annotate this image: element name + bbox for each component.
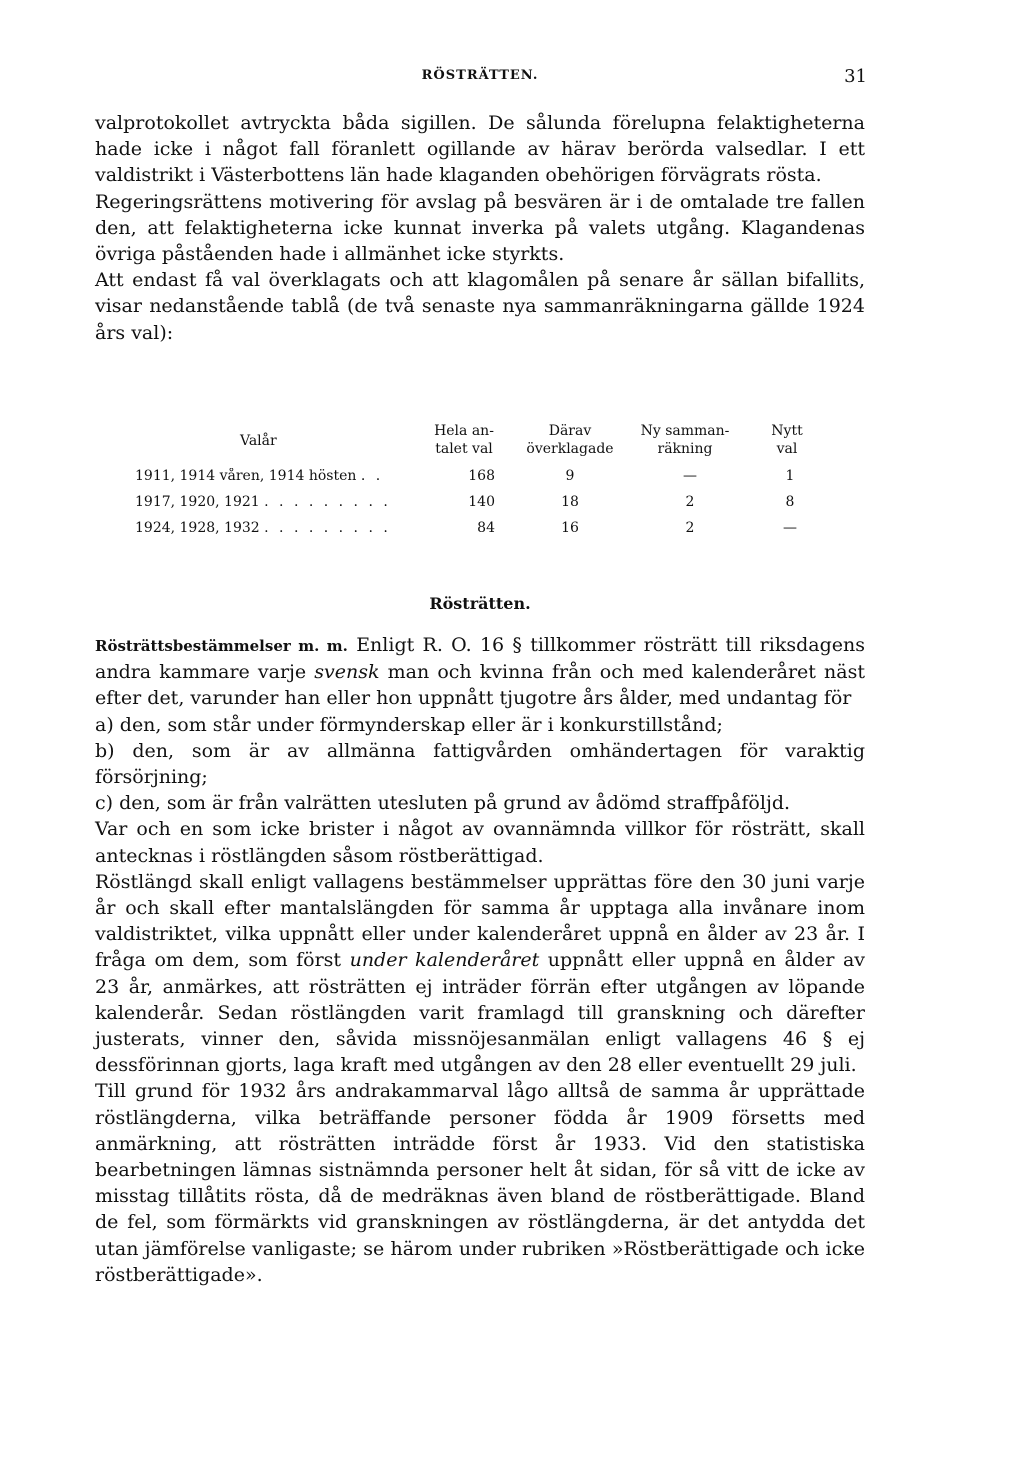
row-years — [135, 494, 475, 510]
row-years — [135, 468, 475, 484]
header-appealed-line-1: Därav — [548, 423, 592, 439]
page-number: 31 — [844, 66, 867, 87]
section-paragraph-2: Var och en som icke brister i något av ovannämnda villkor för rösträtt, skall antecknas i röstlängden såsom röstberättigad. — [95, 818, 865, 867]
section-paragraph-3-a: Röstlängd skall enligt vallagens bestämmelser upprättas före den 30 juni varje år och skall efter mantalslängden för samma år upptaga alla invånare inom valdistriktet, vilka uppnått eller under kalenderåret uppnå en ålder av 23 år. I fråga om dem, som först — [95, 870, 865, 972]
section-paragraph-1-em: svensk — [314, 661, 380, 684]
intro-paragraph-1: valprotokollet avtryckta båda sigillen. De sålunda förelupna felaktigheterna hade icke i något fall föranlett ogillande av härav berörda valsedlar. I ett valdistrikt i Västerbottens län hade klaganden obehörigen förvägrats rösta. — [95, 112, 865, 187]
intro-paragraph-2-text: Regeringsrättens motivering för avslag på besvären är i de omtalade tre fallen den, att felaktigheterna icke kunnat inverka på valets utgång. Klagandenas övriga påståenden hade i allmänhet icke styrkts. — [95, 190, 865, 266]
header-recount-line-2: räkning — [657, 441, 713, 457]
appeals-table — [135, 422, 855, 542]
header-new-election-line-2: val — [776, 441, 798, 457]
header-recount-line-1: Ny samman- — [640, 423, 730, 439]
section-paragraph-3-b: uppnått eller uppnå en ålder av 23 år, anmärkes, att rösträtten ej inträder förrän efter utgången av löpande kalenderår. Sedan röstlängden varit framlagd till granskning och därefter justerats, vinner den, såvida missnöjesanmälan enligt vallagens 46 § ej dessförinnan gjorts, laga kraft med utgången av den 28 eller eventuellt 29 juli. — [95, 949, 865, 1077]
table-header — [135, 422, 855, 464]
row-total: 84 — [477, 520, 495, 536]
row-total: 168 — [468, 468, 495, 484]
intro-paragraph-2 — [95, 189, 865, 268]
row-leader-dots: . . . . . . . . . — [264, 494, 391, 510]
list-item-a: a) den, som står under förmynderskap eller är i konkurstillstånd; — [95, 713, 723, 736]
section-paragraph-3-em: under kalenderåret — [349, 949, 540, 972]
header-appealed — [510, 422, 630, 458]
running-title: RÖSTRÄTTEN. — [421, 68, 539, 83]
header-total — [419, 422, 509, 458]
table-row — [135, 464, 855, 490]
row-years-text: 1911, 1914 våren, 1914 hösten — [135, 468, 357, 484]
header-new-election — [757, 422, 817, 458]
intro-paragraph-3: Att endast få val överklagats och att klagomålen på senare år sällan bifallits, visar nedanstående tablå (de två senaste nya sammanräkningarna gällde 1924 års val): — [95, 269, 865, 344]
row-new-election: 8 — [785, 494, 795, 510]
header-recount — [620, 422, 750, 458]
row-recount: 2 — [685, 494, 695, 510]
section-paragraph-1-a: Enligt R. O. 16 § tillkommer rösträtt till riksdagens andra kammare varje — [95, 634, 865, 684]
header-total-line-2: talet val — [435, 441, 493, 457]
section-body — [95, 632, 865, 1288]
row-leader-dots: . . . . . . . . . — [264, 520, 391, 536]
header-total-line-1: Hela an- — [434, 423, 494, 439]
table-row — [135, 516, 855, 542]
row-years-text: 1917, 1920, 1921 — [135, 494, 260, 510]
section-paragraph-3 — [95, 869, 865, 1079]
row-leader-dots: . . — [360, 468, 384, 484]
section-lead: Rösträttsbestämmelser m. m. — [95, 637, 348, 655]
row-years-text: 1924, 1928, 1932 — [135, 520, 260, 536]
section-paragraph-1 — [95, 632, 865, 712]
section-paragraph-1-b: man och kvinna från och med kalenderåret näst efter det, varunder han eller hon uppnått tjugotre års ålder, med undantag för — [95, 661, 865, 710]
page — [95, 60, 867, 1286]
row-recount: — — [683, 468, 697, 484]
row-appealed: 18 — [561, 494, 579, 510]
section-paragraph-4: Till grund för 1932 års andrakammarval lågo alltså de samma år upprättade röstlängderna, vilka beträffande personer födda år 1909 försetts med anmärkning, att rösträtten inträdde först år 1933. Vid den statistiska bearbetningen lämnas sistnämnda personer helt åt sidan, för så vitt de icke av misstag tillåtits rösta, då de medräknas även bland de röstberättigade. Bland de fel, som förmärkts vid granskningen av röstlängderna, är det antydda det utan jämförelse vanligaste; se härom under rubriken »Röstberättigade och icke röstberättigade». — [95, 1080, 865, 1286]
row-recount: 2 — [685, 520, 695, 536]
list-item-c: c) den, som är från valrätten utesluten på grund av ådömd straffpåföljd. — [95, 792, 791, 815]
row-total: 140 — [468, 494, 495, 510]
row-new-election: — — [783, 520, 797, 536]
header-new-election-line-1: Nytt — [771, 423, 803, 439]
table-row — [135, 490, 855, 516]
header-year: Valår — [240, 433, 277, 449]
header-appealed-line-2: överklagade — [526, 441, 614, 457]
section-title: Rösträtten. — [429, 594, 531, 613]
row-new-election: 1 — [785, 468, 795, 484]
row-appealed: 16 — [561, 520, 579, 536]
row-years — [135, 520, 475, 536]
list-item-b: b) den, som är av allmänna fattigvården omhändertagen för varaktig försörjning; — [95, 739, 865, 789]
row-appealed: 9 — [565, 468, 575, 484]
page-header — [95, 60, 865, 96]
